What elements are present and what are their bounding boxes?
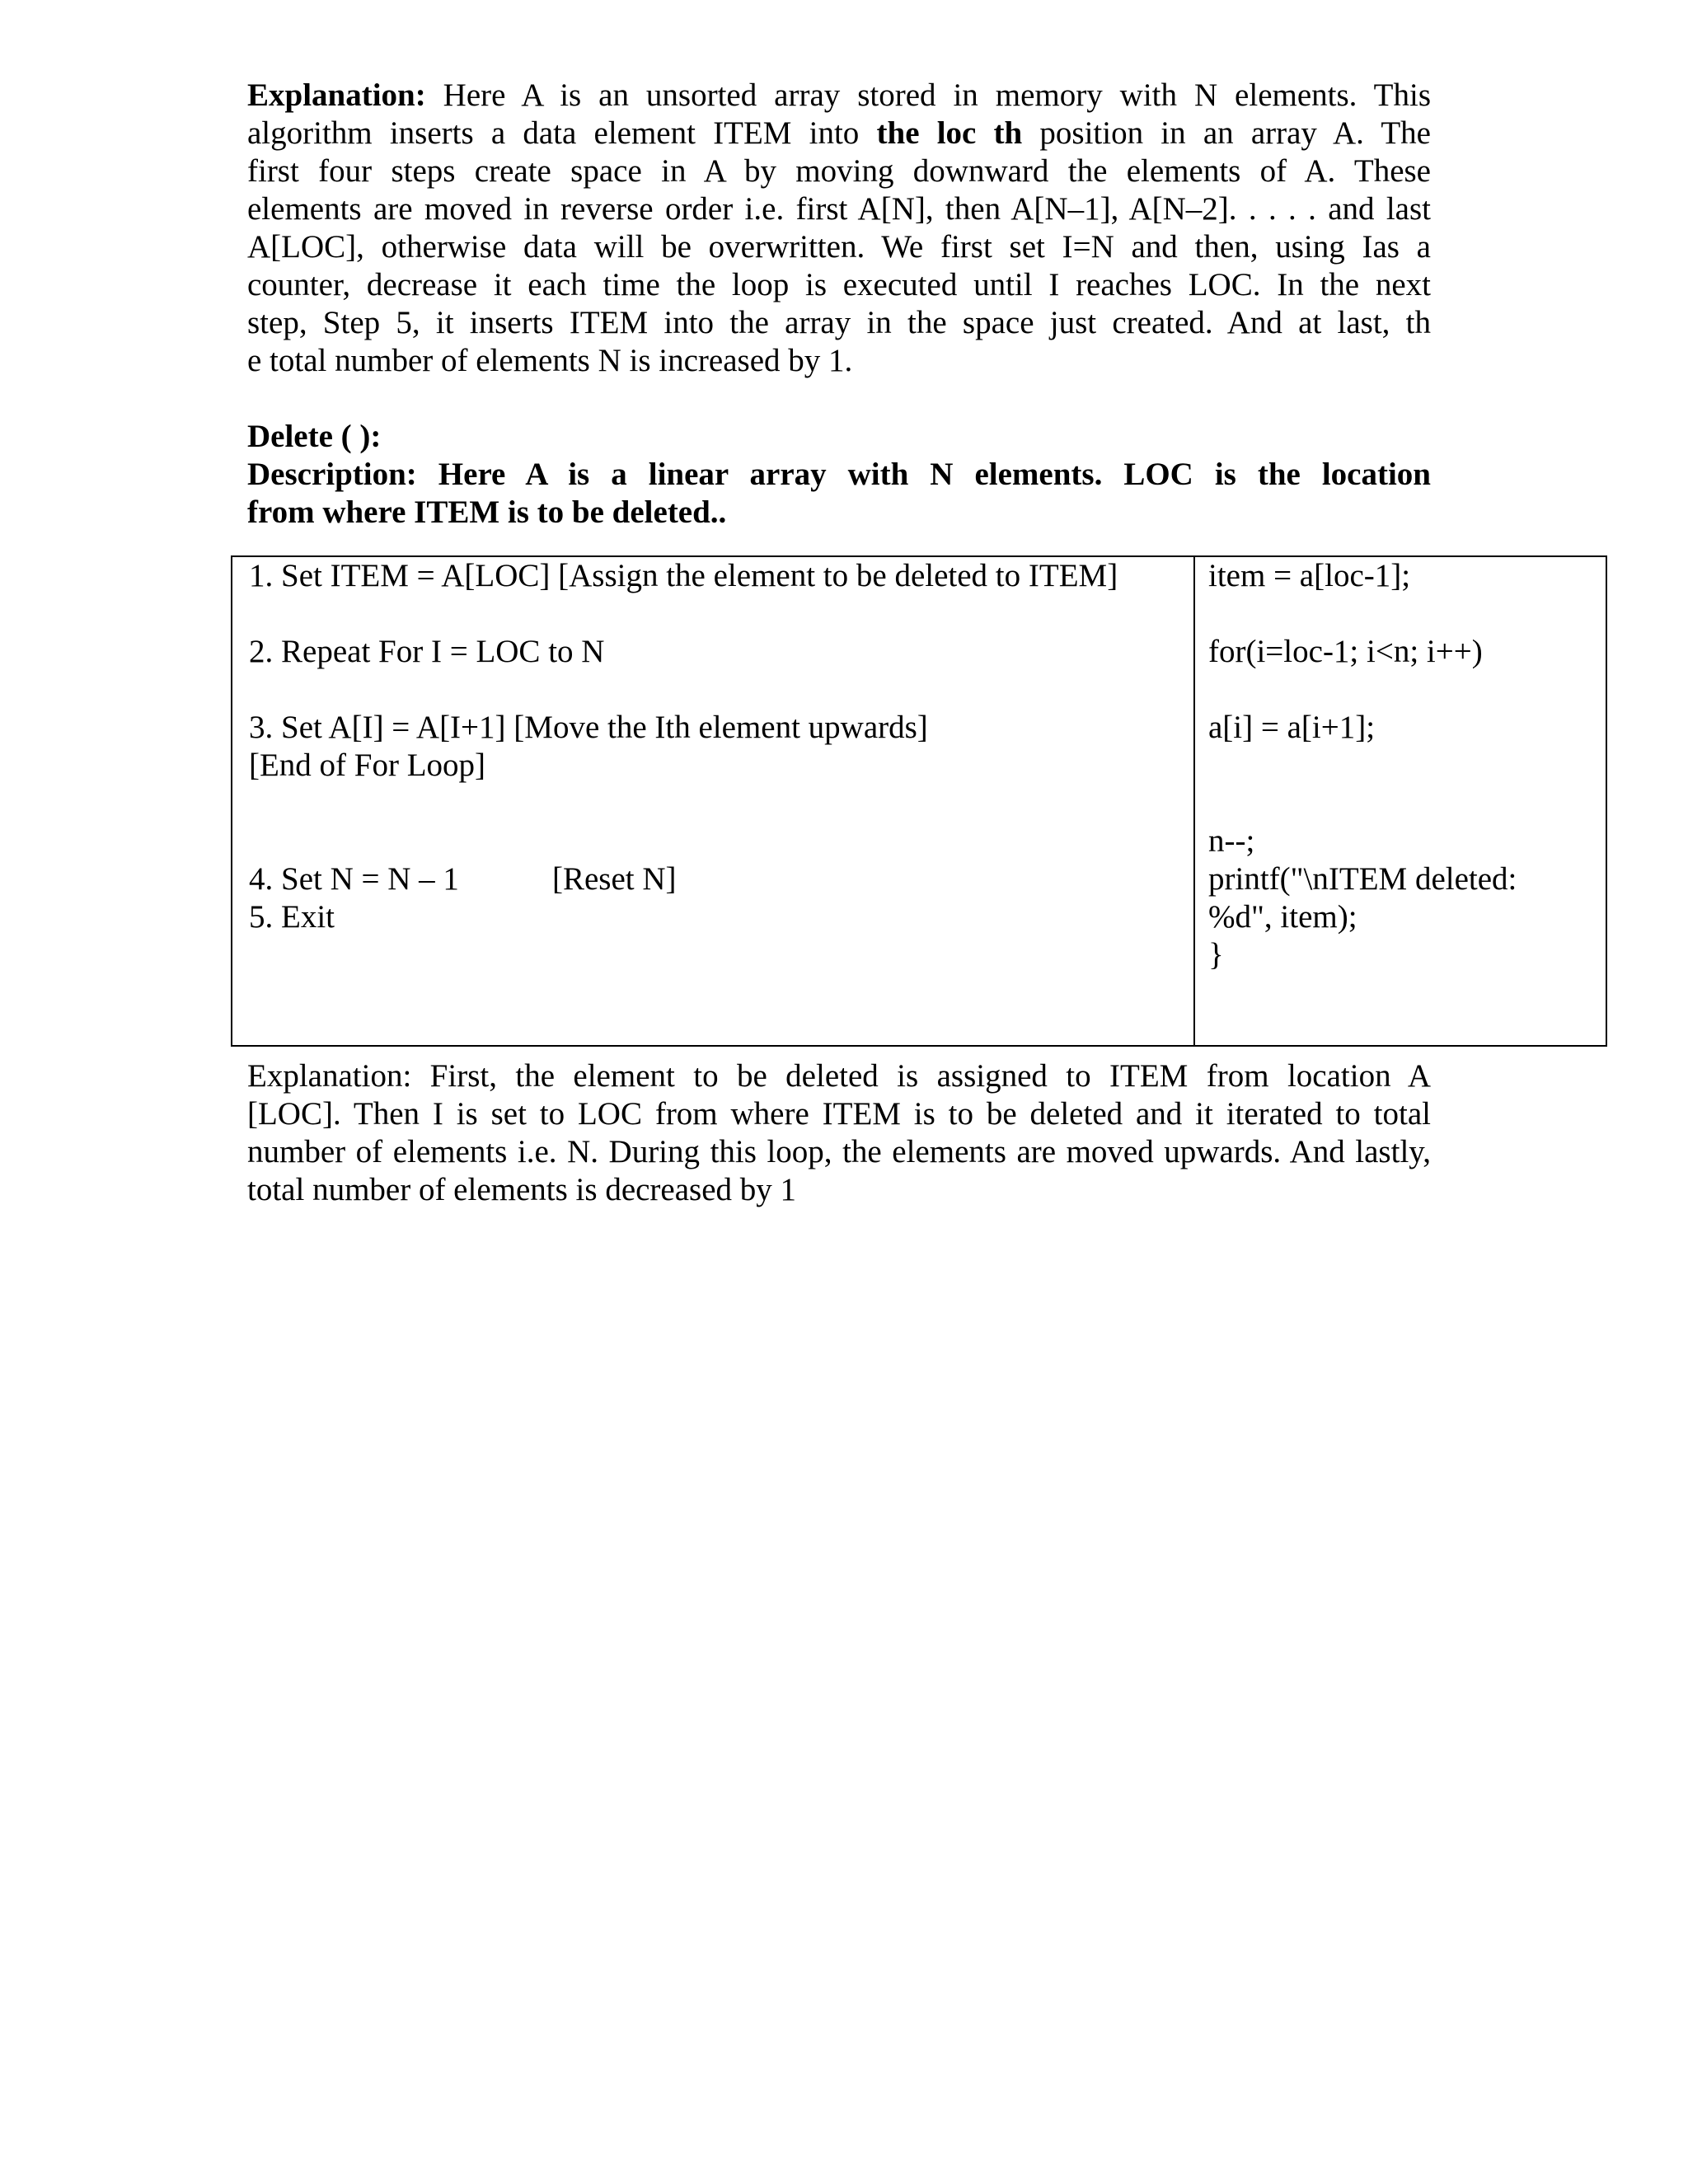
insert-explanation-line-1: Explanation: Here A is an unsorted array stored in memory with N elements. This — [247, 77, 1431, 113]
explanation-label: Explanation: — [247, 77, 426, 113]
step-5: 5. Exit — [249, 899, 335, 935]
step-3: 3. Set A[I] = A[I+1] [Move the Ith element upwards] — [249, 710, 928, 745]
step-4: 4. Set N = N – 1 — [249, 861, 459, 897]
insert-explanation-line-6: counter, decrease it each time the loop is executed until I reaches LOC. In the next — [247, 267, 1431, 302]
delete-explanation-line-1: Explanation: First, the element to be deleted is assigned to ITEM from location A — [247, 1058, 1431, 1094]
insert-explanation-line-8: e total number of elements N is increased by 1. — [247, 343, 853, 378]
code-line-2: for(i=loc-1; i<n; i++) — [1208, 634, 1483, 669]
code-line-7: } — [1208, 937, 1224, 972]
delete-description-line-1: Description: Here A is a linear array with N elements. LOC is the location — [247, 457, 1431, 492]
code-line-3: a[i] = a[i+1]; — [1208, 710, 1376, 745]
insert-explanation-line-5: A[LOC], otherwise data will be overwritten. We first set I=N and then, using Ias a — [247, 229, 1431, 265]
delete-explanation-line-2: [LOC]. Then I is set to LOC from where ITEM is to be deleted and it iterated to total — [247, 1096, 1431, 1132]
end-for-loop: [End of For Loop] — [249, 748, 486, 783]
delete-explanation-line-4: total number of elements is decreased by 1 — [247, 1172, 797, 1207]
loc-th-bold: the loc th — [876, 115, 1023, 151]
algorithm-table — [231, 555, 1607, 1047]
delete-heading: Delete ( ): — [247, 419, 382, 454]
column-divider — [1193, 557, 1195, 1045]
delete-explanation — [247, 1057, 1431, 1209]
insert-explanation-line-3: first four steps create space in A by moving downward the elements of A. These — [247, 153, 1431, 189]
code-line-4: n--; — [1208, 823, 1255, 859]
insert-explanation-line-4: elements are moved in reverse order i.e. first A[N], then A[N–1], A[N–2]. . . . . and last — [247, 191, 1431, 227]
insert-explanation-line-7: step, Step 5, it inserts ITEM into the array in the space just created. And at last, th — [247, 305, 1431, 340]
reset-n-note: [Reset N] — [552, 861, 677, 897]
code-line-6: %d", item); — [1208, 899, 1357, 935]
code-line-5: printf("\nITEM deleted: — [1208, 861, 1517, 897]
delete-description — [247, 456, 1431, 532]
step-1: 1. Set ITEM = A[LOC] [Assign the element to be deleted to ITEM] — [249, 558, 1118, 593]
delete-explanation-line-3: number of elements i.e. N. During this loop, the elements are moved upwards. And lastly, — [247, 1134, 1431, 1169]
step-2: 2. Repeat For I = LOC to N — [249, 634, 605, 669]
delete-description-line-2: from where ITEM is to be deleted.. — [247, 494, 727, 530]
code-line-1: item = a[loc-1]; — [1208, 558, 1411, 593]
insert-explanation-line-2: algorithm inserts a data element ITEM into the loc th position in an array A. The — [247, 115, 1431, 151]
insert-explanation — [247, 77, 1431, 380]
